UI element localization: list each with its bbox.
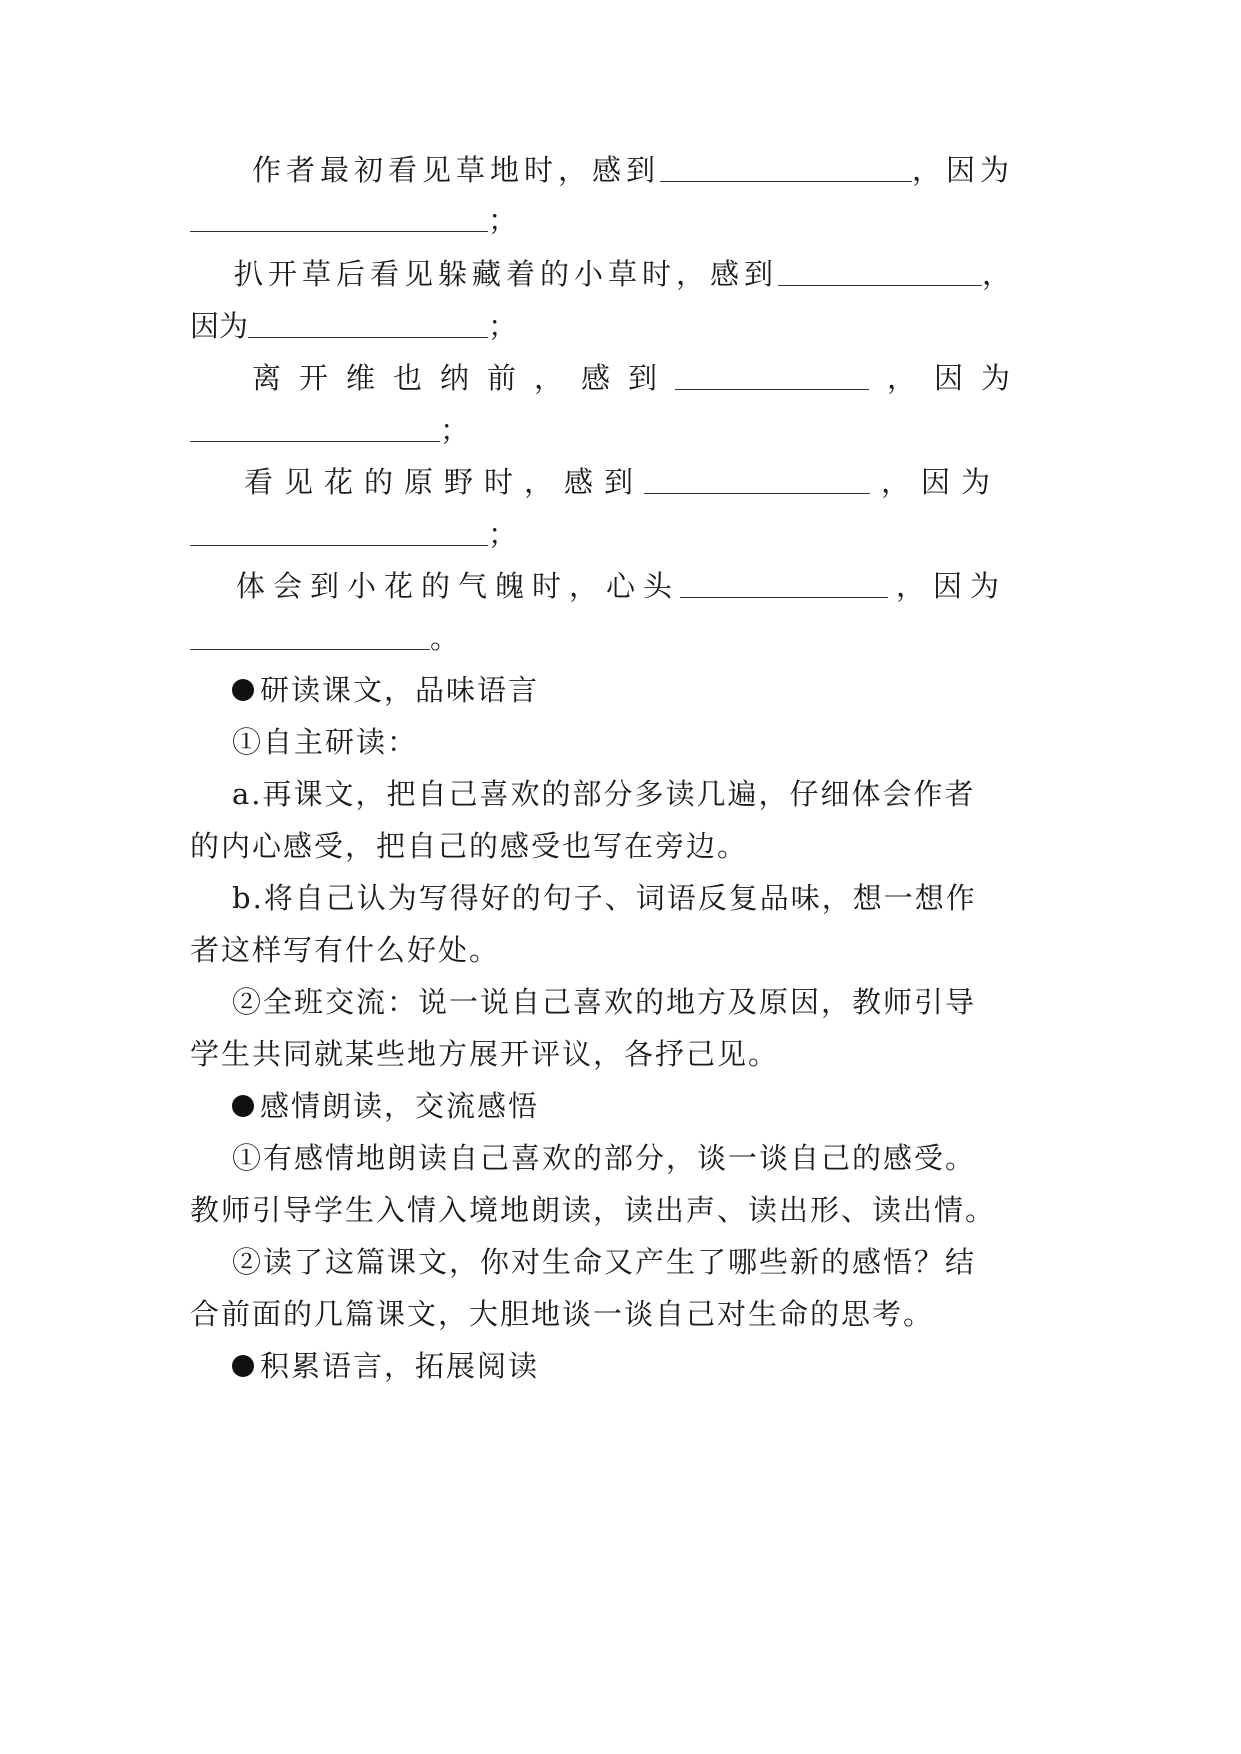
blank-feeling-4[interactable] xyxy=(644,467,870,494)
paragraph-self-study: ①自主研读： xyxy=(232,725,419,759)
paragraph-a-line-2: 的内心感受，把自己的感受也写在旁边。 xyxy=(190,829,749,863)
fill-line-4-cont xyxy=(190,514,1050,554)
fill-line-1-cont xyxy=(190,200,1050,240)
fill-line-4-because: ，因为 xyxy=(881,465,1002,499)
fill-line-3 xyxy=(252,358,1112,398)
paragraph-b-line-1: b.将自己认为写得好的句子、词语反复品味，想一想作 xyxy=(232,881,977,915)
paragraph-a-line-1: a.再课文，把自己喜欢的部分多读几遍，仔细体会作者 xyxy=(232,777,976,811)
blank-reason-3[interactable] xyxy=(190,415,440,442)
paragraph-class-exchange-line-1: ②全班交流：说一说自己喜欢的地方及原因，教师引导 xyxy=(232,985,977,1019)
fill-line-3-end: ； xyxy=(440,413,470,447)
blank-reason-5[interactable] xyxy=(190,623,430,650)
paragraph-read-aloud-line-1: ①有感情地朗读自己喜欢的部分，谈一谈自己的感受。 xyxy=(232,1141,977,1175)
fill-line-3-prompt: 离开维也纳前，感到 xyxy=(252,361,676,395)
blank-reason-4[interactable] xyxy=(190,519,488,546)
fill-line-3-because: ，因为 xyxy=(887,361,1029,395)
section-heading-1: 研读课文，品味语言 xyxy=(232,670,1092,710)
fill-line-2-because: 因为 xyxy=(190,309,249,343)
fill-line-2-end: ； xyxy=(488,309,518,343)
fill-line-4 xyxy=(244,462,1104,502)
paragraph-b-line-2: 者这样写有什么好处。 xyxy=(190,933,501,967)
blank-feeling-5[interactable] xyxy=(680,571,888,598)
section-heading-2: 感情朗读，交流感悟 xyxy=(232,1086,1092,1126)
blank-reason-1[interactable] xyxy=(190,205,488,232)
blank-feeling-3[interactable] xyxy=(675,363,869,390)
blank-feeling-2[interactable] xyxy=(778,259,982,286)
section-heading-3: 积累语言，拓展阅读 xyxy=(232,1346,1092,1386)
fill-line-1-prompt: 作者最初看见草地时，感到 xyxy=(252,153,661,187)
fill-line-2-prompt: 扒开草后看见躲藏着的小草时，感到 xyxy=(234,257,779,291)
fill-line-2-comma: ， xyxy=(982,257,1017,291)
fill-line-1-end: ； xyxy=(488,203,518,237)
fill-line-4-prompt: 看见花的原野时，感到 xyxy=(244,465,645,499)
bullet-icon xyxy=(232,1095,254,1117)
paragraph-reflection-line-2: 合前面的几篇课文，大胆地谈一谈自己对生命的思考。 xyxy=(190,1297,935,1331)
fill-line-1-because: ，因为 xyxy=(912,153,1015,187)
paragraph-class-exchange-line-2: 学生共同就某些地方展开评议，各抒己见。 xyxy=(190,1037,780,1071)
fill-line-5 xyxy=(236,566,1096,606)
bullet-icon xyxy=(232,679,254,701)
fill-line-2-cont xyxy=(190,306,1050,346)
blank-feeling-1[interactable] xyxy=(660,155,912,182)
fill-line-5-prompt: 体会到小花的气魄时，心头 xyxy=(236,569,681,603)
paragraph-reflection-line-1: ②读了这篇课文，你对生命又产生了哪些新的感悟？结 xyxy=(232,1245,977,1279)
fill-line-5-because: ，因为 xyxy=(896,569,1008,603)
fill-line-5-end: 。 xyxy=(430,621,460,655)
bullet-icon xyxy=(232,1355,254,1377)
blank-reason-2[interactable] xyxy=(248,311,488,338)
fill-line-4-end: ； xyxy=(488,517,518,551)
fill-line-3-cont xyxy=(190,410,1050,450)
paragraph-read-aloud-line-2: 教师引导学生入情入境地朗读，读出声、读出形、读出情。 xyxy=(190,1193,997,1227)
fill-line-5-cont xyxy=(190,618,1050,658)
fill-line-2 xyxy=(234,254,1094,294)
fill-line-1 xyxy=(252,150,1112,190)
